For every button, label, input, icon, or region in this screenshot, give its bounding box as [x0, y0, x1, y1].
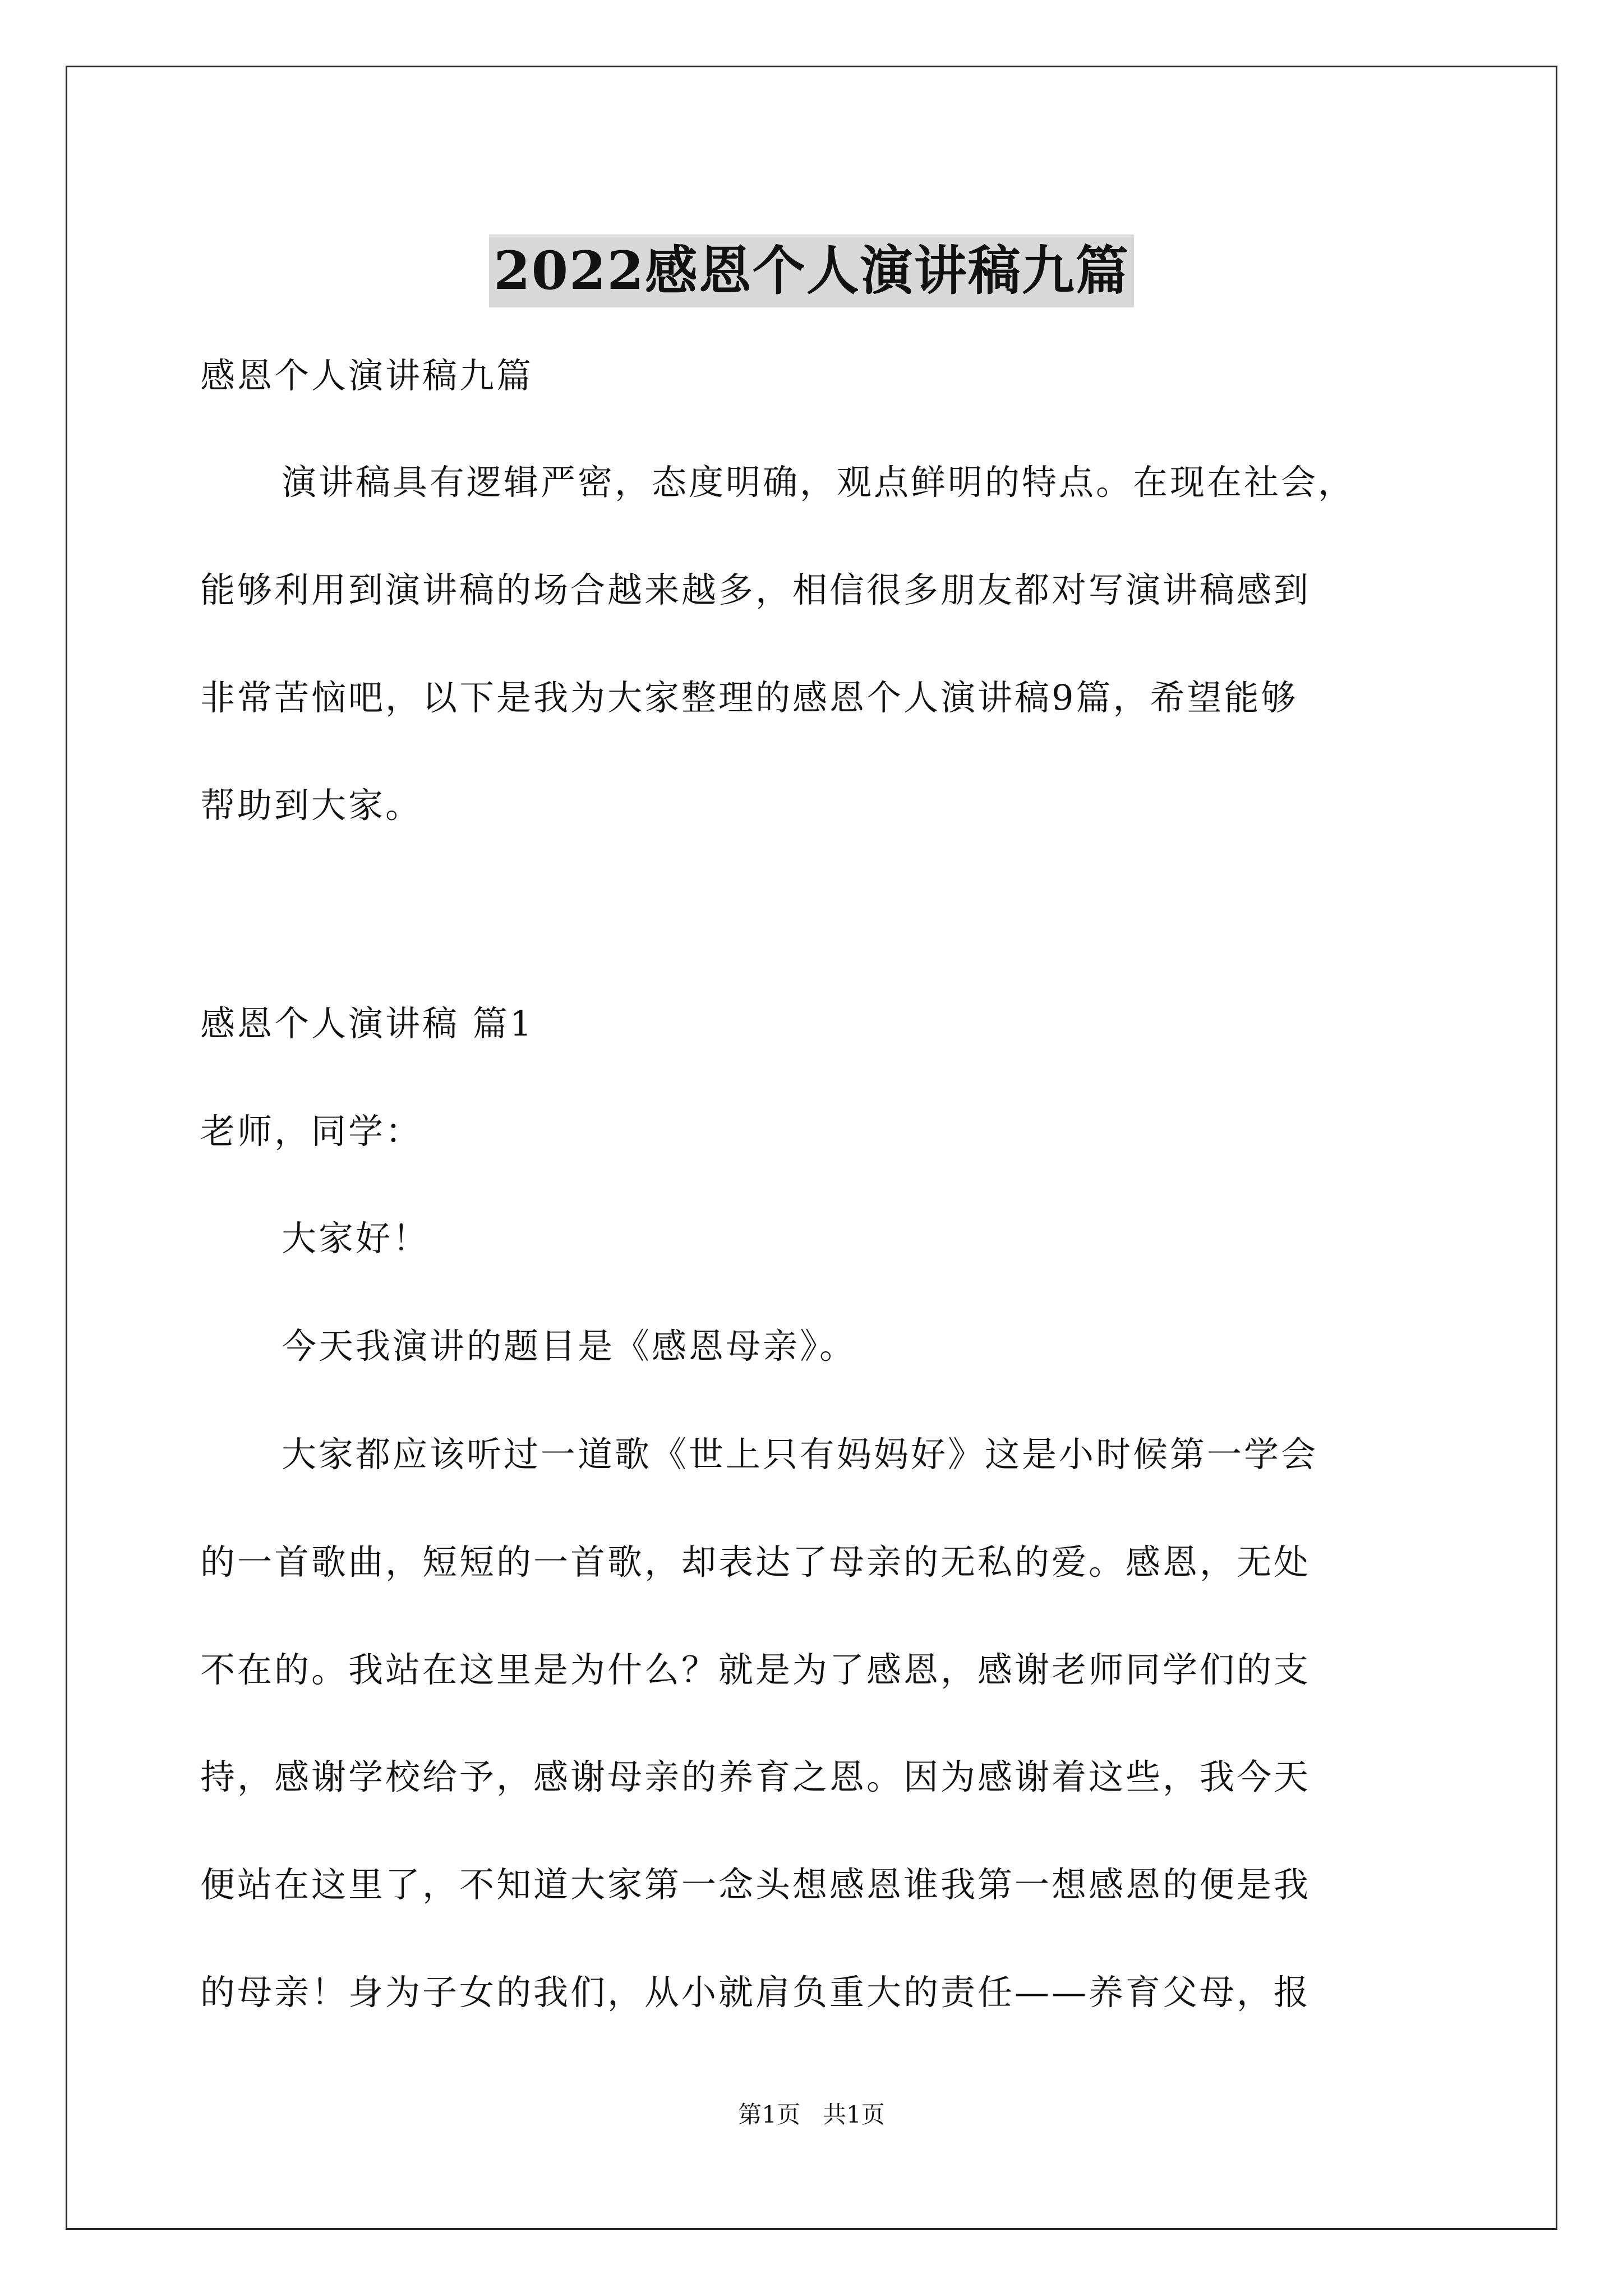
document-title: 2022感恩个人演讲稿九篇: [489, 234, 1134, 307]
body-line-4: 持，感谢学校给予，感谢母亲的养育之恩。因为感谢着这些，我今天: [200, 1756, 1311, 1797]
subtitle: 感恩个人演讲稿九篇: [200, 355, 534, 396]
greeting: 大家好！: [282, 1218, 430, 1259]
section-heading: 感恩个人演讲稿 篇1: [200, 1003, 534, 1044]
page-number: 第1页: [738, 2101, 800, 2128]
intro-line-3: 非常苦恼吧，以下是我为大家整理的感恩个人演讲稿9篇，希望能够: [200, 677, 1298, 718]
topic-line: 今天我演讲的题目是《感恩母亲》。: [282, 1326, 857, 1366]
body-line-2: 的一首歌曲，短短的一首歌，却表达了母亲的无私的爱。感恩，无处: [200, 1542, 1311, 1582]
body-line-3: 不在的。我站在这里是为什么？就是为了感恩，感谢老师同学们的支: [200, 1649, 1311, 1690]
intro-line-2: 能够利用到演讲稿的场合越来越多，相信很多朋友都对写演讲稿感到: [200, 569, 1311, 610]
intro-line-4: 帮助到大家。: [200, 785, 423, 826]
intro-line-1: 演讲稿具有逻辑严密，态度明确，观点鲜明的特点。在现在社会，: [282, 462, 1355, 503]
title-container: [0, 199, 1623, 343]
body-line-1: 大家都应该听过一道歌《世上只有妈妈好》这是小时候第一学会: [282, 1434, 1318, 1475]
total-pages: 共1页: [823, 2101, 885, 2128]
body-line-6: 的母亲！身为子女的我们，从小就肩负重大的责任——养育父母，报: [200, 1972, 1311, 2013]
page-footer: [0, 2098, 1623, 2132]
salutation: 老师，同学：: [200, 1111, 423, 1152]
body-line-5: 便站在这里了，不知道大家第一念头想感恩谁我第一想感恩的便是我: [200, 1864, 1311, 1905]
